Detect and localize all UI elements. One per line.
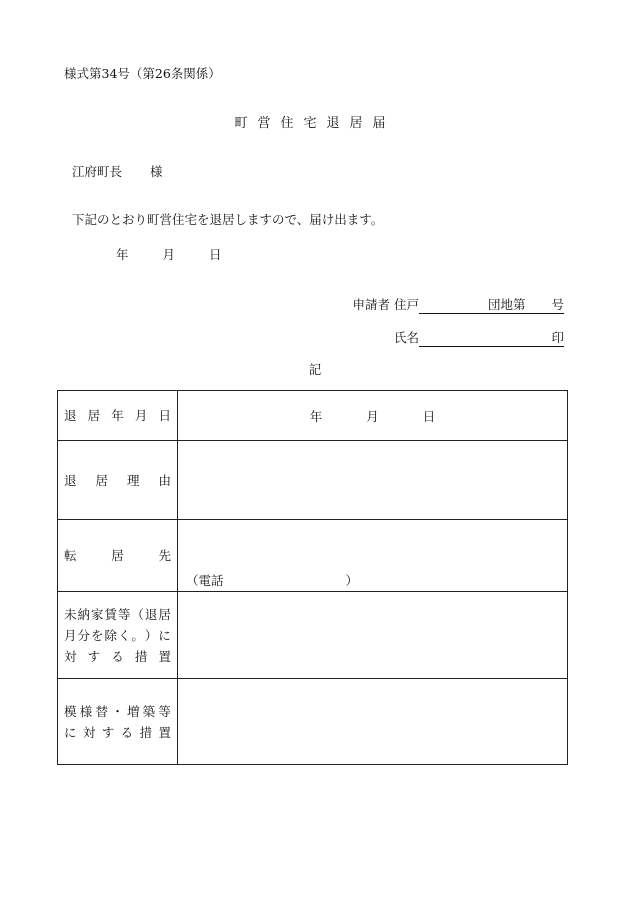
label-char: を	[90, 627, 104, 643]
form-title: 町営住宅退居届	[234, 116, 396, 131]
name-field[interactable]	[419, 328, 564, 347]
date-year-label: 年	[116, 247, 129, 262]
label-char: 様	[79, 703, 93, 719]
forwarding-address-label-cell	[58, 520, 178, 592]
label-char: 賃	[104, 606, 117, 622]
label-char: 等	[117, 606, 131, 622]
label-char: 由	[158, 472, 171, 488]
danchi-label: 団地第	[487, 297, 526, 312]
label-char: 措	[134, 648, 148, 664]
label-char: 等	[158, 703, 171, 719]
unpaid-rent-field[interactable]	[178, 592, 568, 679]
statement-text: 下記のとおり町営住宅を退居しますので、届け出ます。	[72, 212, 384, 227]
label-char: る	[120, 724, 134, 740]
label-char: す	[87, 648, 101, 664]
addressee	[72, 162, 163, 180]
label-char: （	[131, 606, 144, 622]
name-label: 氏名	[393, 330, 419, 345]
forwarding-address-field[interactable]	[178, 520, 568, 592]
label-char: 理	[126, 472, 140, 488]
label-char: 月	[134, 408, 148, 423]
label-char: に	[158, 627, 171, 643]
move-out-reason-field[interactable]	[178, 441, 568, 520]
label-char: 替	[95, 703, 108, 719]
phone-field[interactable]	[186, 571, 358, 589]
label-char: 退	[64, 472, 77, 488]
unpaid-rent-label-line-3	[64, 646, 171, 667]
label-char: 置	[158, 648, 171, 664]
table-row	[58, 391, 568, 441]
phone-close-label: ）	[345, 573, 359, 588]
applicant-address-line	[352, 295, 564, 314]
label-char: 対	[64, 648, 77, 664]
table-row	[58, 441, 568, 520]
applicant-name-line	[394, 328, 564, 347]
remodeling-label-cell	[58, 679, 178, 765]
label-char: 分	[77, 627, 90, 643]
move-out-reason-label	[64, 470, 171, 491]
addressee-name: 江府町長	[72, 164, 123, 179]
forwarding-address-label	[64, 545, 171, 566]
applicant-label: 申請者	[352, 297, 390, 312]
label-char: 築	[142, 703, 156, 719]
label-char: 先	[158, 548, 171, 563]
ki-heading: 記	[308, 362, 322, 377]
remodeling-label-line-2	[64, 722, 171, 743]
form-number: 様式第34号（第26条関係）	[64, 66, 221, 81]
label-char: 未	[64, 606, 77, 622]
move-out-day-label: 日	[422, 408, 436, 424]
table-row	[58, 679, 568, 765]
label-char: 置	[158, 724, 171, 740]
unpaid-rent-label-line-1	[64, 604, 171, 625]
label-char: る	[111, 648, 124, 664]
residence-field[interactable]	[419, 295, 564, 314]
label-char: す	[101, 724, 115, 740]
label-char: 退	[64, 408, 77, 423]
move-out-date-label	[64, 405, 171, 426]
number-suffix: 号	[551, 297, 564, 312]
label-char: 居	[111, 548, 124, 563]
label-char: 措	[139, 724, 153, 740]
date-month-label: 月	[162, 247, 176, 262]
label-char: 居	[87, 408, 101, 423]
label-char: ）	[144, 627, 158, 643]
date-day-label: 日	[209, 247, 222, 262]
label-char: 退	[144, 606, 158, 622]
move-out-reason-label-cell	[58, 441, 178, 520]
unpaid-rent-label-cell	[58, 592, 178, 679]
label-char: 納	[77, 606, 90, 622]
addressee-honorific: 様	[150, 164, 163, 179]
label-char: 対	[82, 724, 96, 740]
label-char: に	[64, 724, 77, 740]
label-char: 転	[64, 548, 77, 563]
label-char: 日	[158, 408, 171, 423]
residence-label: 住戸	[393, 297, 419, 312]
remodeling-field[interactable]	[178, 679, 568, 765]
move-out-date-field[interactable]	[178, 391, 568, 441]
phone-open-label: （電話	[186, 573, 224, 588]
remodeling-label-line-1	[64, 701, 171, 722]
label-char: 家	[90, 606, 104, 622]
move-out-year-label: 年	[309, 408, 323, 424]
phone-wrap	[178, 520, 567, 591]
submission-date	[116, 245, 222, 263]
label-char: 除	[104, 627, 117, 643]
table-row	[58, 520, 568, 592]
label-char: 居	[95, 472, 108, 488]
seal-label: 印	[551, 330, 564, 345]
label-char: 年	[111, 408, 124, 423]
label-char: ・	[111, 703, 124, 719]
label-char: く	[117, 627, 131, 643]
label-char: 。	[131, 627, 144, 643]
label-char: 模	[64, 703, 77, 719]
label-char: 増	[126, 703, 140, 719]
label-char: 月	[64, 627, 77, 643]
details-table	[57, 390, 568, 765]
move-out-date-label-cell	[58, 391, 178, 441]
label-char: 居	[158, 606, 171, 622]
unpaid-rent-label-line-2	[64, 625, 171, 646]
move-out-month-label: 月	[366, 408, 379, 424]
table-row	[58, 592, 568, 679]
